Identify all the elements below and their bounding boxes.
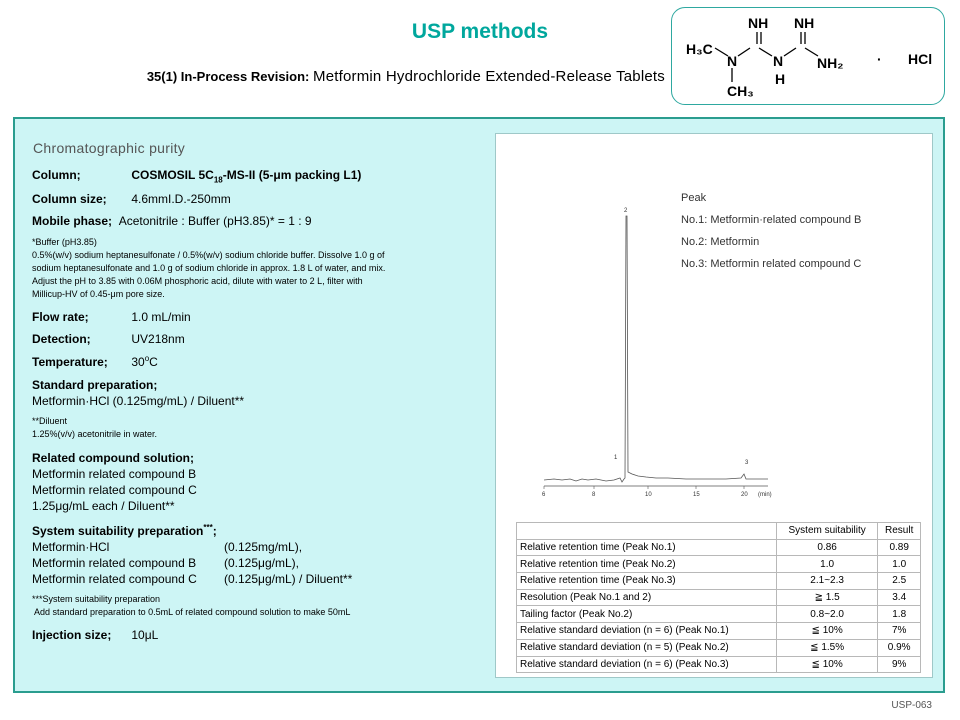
suitability-note: ***System suitability preparation Add standard preparation to 0.5mL of related compound solution to make 50mL [32, 594, 351, 618]
peak-label-2: 2 [624, 208, 628, 214]
x-ticks [544, 486, 744, 489]
struct-h3c: H₃C [686, 41, 713, 57]
injection-value: 10μL [131, 628, 159, 643]
page-title: USP methods [411, 20, 549, 43]
method-panel [13, 117, 945, 693]
peak-legend-1: No.1: Metformin·related compound B [681, 214, 862, 226]
struct-h: H [775, 71, 786, 87]
x-tick-20: 20 [741, 492, 748, 498]
system-suitability-table [516, 522, 921, 673]
peak-legend-2: No.2: Metformin [681, 236, 760, 248]
struct-ch3: CH₃ [727, 83, 754, 99]
table-row: Relative retention time (Peak No.2) 1.0 1.0 [517, 556, 921, 573]
method-details [32, 139, 487, 650]
table-row: Resolution (Peak No.1 and 2) ≧ 1.5 3.4 [517, 589, 921, 606]
peak-legend-title: Peak [681, 192, 707, 204]
chemical-structure [671, 7, 945, 105]
temperature-value: 30$^o$C [131, 354, 158, 370]
struct-n-mid: N [773, 53, 784, 69]
struct-nh-1: NH [748, 15, 769, 31]
column-label: Column; [32, 168, 81, 182]
column-size-label: Column size; [32, 192, 107, 207]
slide-code: USP-063 [891, 700, 932, 711]
table-row: Tailing factor (Peak No.2) 0.8~2.0 1.8 [517, 606, 921, 623]
related-compound-solution: Related compound solution; Metformin related compound B Metformin related compound C 1.25μg/mL each / Diluent** [32, 451, 197, 514]
struct-dot: · [877, 51, 882, 67]
table-header: System suitability Result [517, 523, 921, 540]
table-row: Relative retention time (Peak No.1) 0.86 0.89 [517, 539, 921, 556]
struct-n-left: N [727, 53, 738, 69]
drug-name: Metformin Hydrochloride Extended-Release Tablets [313, 68, 665, 85]
column-size-row [32, 192, 487, 206]
struct-hcl: HCl [908, 51, 933, 67]
section-title: Chromatographic purity [33, 140, 186, 156]
column-size-value: 4.6mmI.D.-250mm [131, 192, 231, 207]
flow-rate-label: Flow rate; [32, 310, 89, 325]
detection-value: UV218nm [131, 332, 185, 347]
table-row: Relative standard deviation (n = 6) (Peak No.1) ≦ 10% 7% [517, 623, 921, 640]
buffer-note: *Buffer (pH3.85) 0.5%(w/v) sodium heptanesulfonate / 0.5%(w/v) sodium chloride buffer. Dissolve 1.0 g of sodium heptanesulfonate and 1.0 g of sodium chloride in approx. 1.8 L of water, and mix. Adjust the pH to 3.85 with 0.06M phosphoric acid, dilute with water to 2 L, filter with Millicup-HV of 0.45-μm pore size. [32, 237, 386, 300]
chromatogram-card [495, 133, 933, 678]
detection-label: Detection; [32, 332, 91, 347]
system-suitability-preparation: System suitability preparation***; Metformin·HCl (0.125mg/mL), Metformin related compound B (0.125μg/mL), Metformin related compound C (0.125μg/mL) / Diluent** [32, 523, 353, 587]
chromatogram-plot [496, 134, 934, 514]
peak-label-3: 3 [745, 460, 749, 466]
diluent-note: **Diluent 1.25%(v/v) acetonitrile in water. [32, 416, 158, 440]
x-tick-6: 6 [542, 492, 546, 498]
standard-preparation: Standard preparation; Metformin·HCl (0.125mg/mL) / Diluent** [32, 378, 245, 409]
temperature-row [32, 354, 487, 369]
struct-nh2: NH₂ [817, 55, 844, 71]
x-tick-8: 8 [592, 492, 596, 498]
peak-legend [681, 192, 861, 280]
injection-row [32, 628, 487, 642]
x-tick-15: 15 [693, 492, 700, 498]
temperature-label: Temperature; [32, 355, 108, 370]
detection-row [32, 332, 487, 346]
mobile-phase-row [32, 214, 487, 228]
column-row [32, 168, 487, 184]
revision-label: 35(1) In-Process Revision: [146, 69, 310, 84]
peak-legend-3: No.3: Metformin related compound C [681, 258, 862, 270]
x-unit: (min) [758, 492, 772, 498]
peak-label-1: 1 [614, 455, 618, 461]
column-value: COSMOSIL $5C_{18}-MS-II$ (5-μm packing L1) [131, 168, 362, 185]
metformin-structure-diagram [672, 8, 946, 106]
mobile-phase-value: Acetonitrile : Buffer (pH3.85)* = 1 : 9 [118, 214, 312, 229]
flow-rate-value: 1.0 mL/min [131, 310, 191, 325]
flow-rate-row [32, 310, 487, 324]
table-row: Relative standard deviation (n = 5) (Peak No.2) ≦ 1.5% 0.9% [517, 639, 921, 656]
revision-subtitle [20, 68, 665, 85]
table-row: Relative retention time (Peak No.3) 2.1~2.3 2.5 [517, 573, 921, 590]
injection-label: Injection size; [32, 628, 112, 643]
struct-nh-2: NH [794, 15, 815, 31]
x-tick-10: 10 [645, 492, 652, 498]
mobile-phase-label: Mobile phase; [32, 214, 113, 229]
table-row: Relative standard deviation (n = 6) (Peak No.3) ≦ 10% 9% [517, 656, 921, 673]
